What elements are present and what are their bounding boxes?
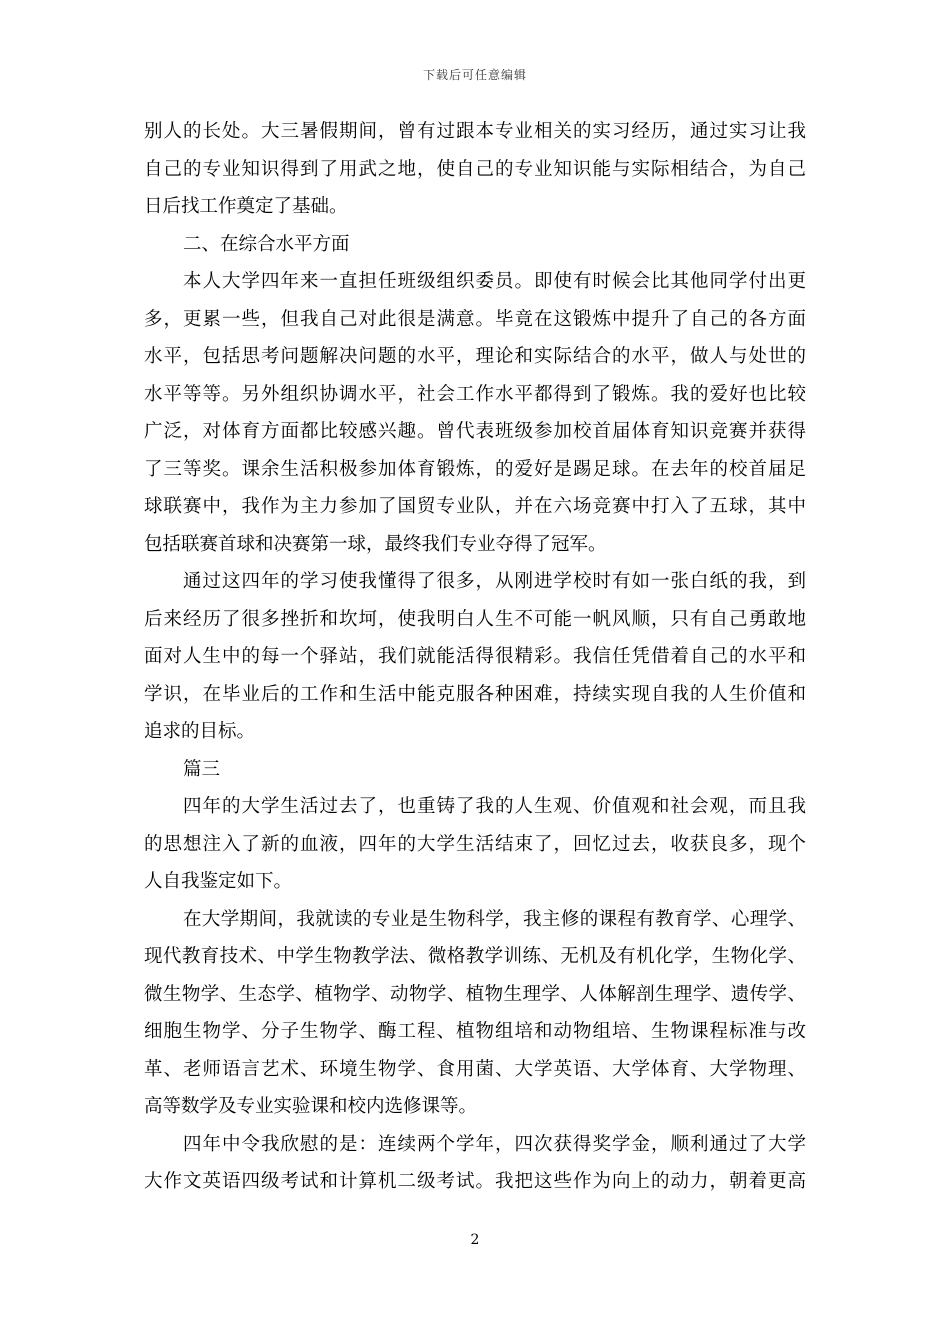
text-line: 在大学期间，我就读的专业是生物科学，我主修的课程有教育学、心理学、 [183, 908, 806, 930]
text-line: 四年中令我欣慰的是：连续两个学年，四次获得奖学金，顺利通过了大学 [183, 1133, 806, 1155]
paragraph [144, 113, 806, 226]
paragraph [144, 263, 806, 563]
text-line: 多，更累一些，但我自己对此很是满意。毕竟在这锻炼中提升了自己的各方面 [144, 308, 806, 330]
paragraph [144, 1126, 806, 1201]
paragraph [144, 563, 806, 751]
section-heading [144, 226, 806, 264]
text-line: 现代教育技术、中学生物教学法、微格教学训练、无机及有机化学，生物化学、 [144, 946, 806, 967]
paragraph [144, 901, 806, 1126]
text-line: 人自我鉴定如下。 [144, 871, 293, 892]
text-line: 了三等奖。课余生活积极参加体育锻炼，的爱好是踢足球。在去年的校首届足 [144, 458, 806, 480]
text-line: 日后找工作奠定了基础。 [144, 196, 348, 217]
text-line: 二、在综合水平方面 [183, 233, 350, 255]
text-line: 广泛，对体育方面都比较感兴趣。曾代表班级参加校首届体育知识竞赛并获得 [144, 421, 806, 442]
text-line: 大作文英语四级考试和计算机二级考试。我把这些作为向上的动力，朝着更高 [144, 1171, 806, 1192]
document-body [144, 113, 806, 1201]
text-line: 四年的大学生活过去了，也重铸了我的人生观、价值观和社会观，而且我 [183, 796, 806, 817]
text-line: 篇三 [183, 758, 221, 780]
text-line: 本人大学四年来一直担任班级组织委员。即使有时候会比其他同学付出更 [183, 271, 806, 292]
text-line: 学识，在毕业后的工作和生活中能克服各种困难，持续实现自我的人生价值和 [144, 683, 806, 705]
section-heading [144, 751, 806, 789]
text-line: 球联赛中，我作为主力参加了国贸专业队，并在六场竞赛中打入了五球，其中 [144, 496, 806, 517]
text-line: 自己的专业知识得到了用武之地，使自己的专业知识能与实际相结合，为自己 [144, 158, 806, 180]
text-line: 通过这四年的学习使我懂得了很多，从刚进学校时有如一张白纸的我，到 [183, 571, 806, 592]
text-line: 革、老师语言艺术、环境生物学、食用菌、大学英语、大学体育、大学物理、 [144, 1058, 806, 1080]
text-line: 别人的长处。大三暑假期间，曾有过跟本专业相关的实习经历，通过实习让我 [144, 121, 806, 142]
text-line: 的思想注入了新的血液，四年的大学生活结束了，回忆过去，收获良多，现个 [144, 833, 806, 855]
text-line: 包括联赛首球和决赛第一球，最终我们专业夺得了冠军。 [144, 533, 607, 555]
text-line: 面对人生中的每一个驿站，我们就能活得很精彩。我信任凭借着自己的水平和 [144, 646, 806, 667]
text-line: 后来经历了很多挫折和坎坷，使我明白人生不可能一帆风顺，只有自己勇敢地 [144, 608, 806, 630]
text-line: 追求的目标。 [144, 721, 256, 742]
page-number: 2 [470, 1232, 480, 1248]
text-line: 高等数学及专业实验课和校内选修课等。 [144, 1096, 478, 1117]
text-line: 水平等等。另外组织协调水平，社会工作水平都得到了锻炼。我的爱好也比较 [144, 383, 806, 405]
text-line: 微生物学、生态学、植物学、动物学、植物生理学、人体解剖生理学、遗传学、 [144, 983, 806, 1005]
text-line: 水平，包括思考问题解决问题的水平，理论和实际结合的水平，做人与处世的 [144, 346, 806, 367]
paragraph [144, 788, 806, 901]
text-line: 细胞生物学、分子生物学、酶工程、植物组培和动物组培、生物课程标准与改 [144, 1021, 806, 1042]
page-header: 下载后可任意编辑 [422, 68, 527, 82]
